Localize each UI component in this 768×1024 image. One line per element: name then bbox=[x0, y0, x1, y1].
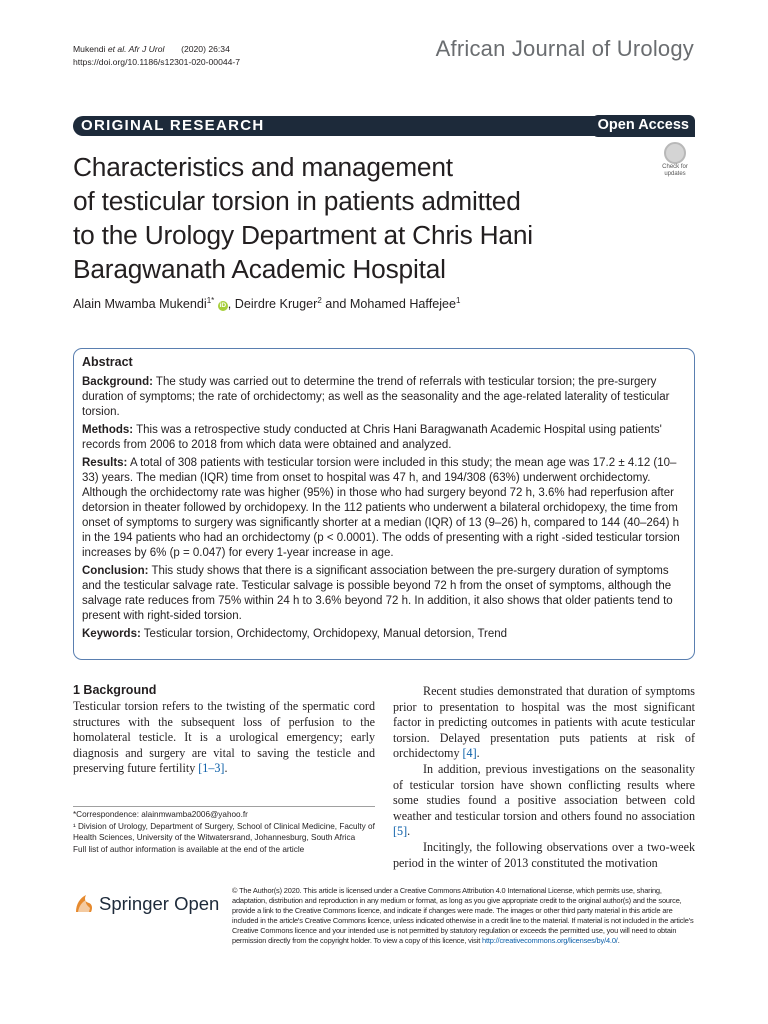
citation-journal: et al. Afr J Urol bbox=[107, 44, 165, 54]
body-text: Testicular torsion refers to the twisting of the spermatic cord structures with the subsequent loss of perfusion to the homolateral testicle. It is a urological emergency; early diagnosis and surgery are vital to saving the testicle and preserving future fertility bbox=[73, 699, 375, 776]
article-title bbox=[73, 150, 633, 286]
citation-year: (2020) 26:34 bbox=[181, 44, 230, 54]
abstract-text: A total of 308 patients with testicular torsion were included in this study; the mean age was 17.2 ± 4.12 (10–33) years. The median (IQR) time from onset to hospital was 47 h, and 194/308 (63%) underwent orchidectomy. Although the orchidectomy rate was higher (95%) in those who had surgery beyond 72 h, 3.6% had reperfusion after detorsion in theater followed by orchidopexy. In the 112 patients who underwent a bilateral orchidopexy, the time from onset of symptoms to surgery was significantly shorter at a median (IQR) of 13 (9–26) h, compared to 144 (40–264) h in the 194 patients who had an orchidectomy (p < 0.0001). The odds of presenting with a right -sided testicular torsion increases by 6% (p = 0.047) for every 1-year increase in age. bbox=[82, 457, 680, 559]
affiliation-note: ¹ Division of Urology, Department of Surgery, School of Clinical Medicine, Faculty of Health Sciences, University of the Witwatersrand, Johannesburg, South Africa bbox=[73, 821, 375, 842]
abstract-label: Methods: bbox=[82, 424, 134, 436]
springer-horse-icon bbox=[72, 890, 96, 916]
citation-link[interactable]: [4] bbox=[462, 746, 477, 761]
orcid-icon[interactable]: iD bbox=[219, 302, 227, 310]
abstract-text: The study was carried out to determine the trend of referrals with testicular torsion; the pre-surgery duration of symptoms; the rate of orchidectomy; as well as the seasonality and the age-related laterality of testicular torsion. bbox=[82, 376, 670, 418]
abstract-label: Results: bbox=[82, 457, 128, 469]
citation-header bbox=[73, 43, 240, 69]
abstract-text: This study shows that there is a significant association between the pre-surgery duration of symptoms and the testicular salvage rate. Testicular salvage is possible beyond 72 h from the onset of symptoms, although the salvage rate reduces from 75% within 24 h to 3.6% beyond 72 h. In addition, it also shows that older patients tend to present with right-sided torsion. bbox=[82, 565, 673, 622]
citation-authors: Mukendi bbox=[73, 44, 106, 54]
license-text bbox=[232, 886, 697, 946]
body-text: . bbox=[224, 761, 228, 776]
citation-link[interactable]: [5] bbox=[393, 824, 408, 839]
section-heading: 1 Background bbox=[73, 683, 157, 697]
abstract-keywords bbox=[82, 627, 686, 642]
check-updates-icon bbox=[664, 142, 686, 164]
publisher-name bbox=[99, 893, 219, 915]
abstract-label: Keywords: bbox=[82, 628, 141, 640]
abstract-results bbox=[82, 456, 686, 561]
author-name: , Deirdre Kruger bbox=[227, 297, 318, 312]
body-text: . bbox=[476, 746, 480, 761]
body-paragraph: Incitingly, the following observations over a two-week period in the winter of 2013 constituted the motivation bbox=[393, 839, 695, 870]
title-line: Baragwanath Academic Hospital bbox=[73, 254, 446, 284]
journal-name: African Journal of Urology bbox=[435, 36, 694, 61]
title-line: to the Urology Department at Chris Hani bbox=[73, 220, 533, 250]
body-paragraph bbox=[393, 762, 695, 840]
footnotes bbox=[73, 809, 375, 855]
license-body: © The Author(s) 2020. This article is licensed under a Creative Commons Attribution 4.0 International License, which permits use, sharing, adaptation, distribution and reproduction in any medium or format, as long as you give appropriate credit to the original author(s) and the source, provide a link to the Creative Commons licence, and indicate if changes were made. The images or other third party material in this article are included in the article's Creative Commons licence, unless indicated otherwise in a credit line to the material. If material is not included in the article's Creative Commons licence and your intended use is not permitted by statutory regulation or exceeds the permitted use, you will need to obtain permission directly from the copyright holder. To view a copy of this licence, visit bbox=[232, 886, 694, 945]
abstract-background bbox=[82, 375, 686, 420]
abstract-text: This was a retrospective study conducted at Chris Hani Baragwanath Academic Hospital using patients' records from 2006 to 2018 from which data were obtained and analyzed. bbox=[82, 424, 662, 451]
author-affil: 1* bbox=[206, 296, 215, 305]
abstract-label: Background: bbox=[82, 376, 153, 388]
author-affil: 2 bbox=[317, 296, 322, 305]
body-text: In addition, previous investigations on the seasonality of testicular torsion have shown conflicting results where some studies found a positive association between cold weather and testicular torsion and others found no association bbox=[393, 761, 695, 823]
check-for-updates-badge[interactable] bbox=[655, 142, 695, 180]
body-paragraph bbox=[393, 684, 695, 762]
footnote-divider bbox=[73, 806, 375, 807]
author-name: Alain Mwamba Mukendi bbox=[73, 297, 207, 312]
check-updates-line: Check for bbox=[662, 164, 688, 170]
article-type-bar bbox=[73, 115, 695, 137]
open-access-badge: Open Access bbox=[592, 115, 695, 137]
author-list bbox=[73, 296, 460, 311]
check-updates-line: updates bbox=[664, 171, 686, 177]
abstract-heading: Abstract bbox=[82, 355, 133, 369]
abstract-methods bbox=[82, 423, 686, 453]
left-column-body bbox=[73, 699, 375, 777]
right-column-body bbox=[393, 684, 695, 871]
abstract-text: Testicular torsion, Orchidectomy, Orchidopexy, Manual detorsion, Trend bbox=[143, 628, 508, 640]
body-paragraph bbox=[73, 699, 375, 777]
abstract-conclusion bbox=[82, 564, 686, 624]
publisher-open: Open bbox=[174, 893, 220, 914]
correspondence-note: *Correspondence: alainmwamba2006@yahoo.fr bbox=[73, 810, 248, 819]
abstract-box bbox=[73, 348, 695, 660]
article-type: ORIGINAL RESEARCH bbox=[81, 117, 265, 134]
springer-open-logo bbox=[72, 890, 222, 920]
license-link[interactable]: http://creativecommons.org/licenses/by/4.0/ bbox=[482, 936, 618, 945]
body-text: Recent studies demonstrated that duration of symptoms prior to presentation to hospital was the most significant factor in predicting outcomes in patients with acute testicular torsion. Delayed presentation puts patients at risk of orchidectomy bbox=[393, 684, 695, 761]
publisher-springer: Springer bbox=[99, 893, 169, 914]
author-info-note: Full list of author information is available at the end of the article bbox=[73, 844, 305, 854]
citation-link[interactable]: [1–3] bbox=[198, 761, 225, 776]
title-line: of testicular torsion in patients admitted bbox=[73, 186, 521, 216]
license-end: . bbox=[617, 936, 620, 945]
abstract-label: Conclusion: bbox=[82, 565, 149, 577]
author-affil: 1 bbox=[456, 296, 461, 305]
body-text: . bbox=[407, 824, 411, 839]
author-name: and Mohamed Haffejee bbox=[321, 297, 457, 312]
doi-link[interactable]: https://doi.org/10.1186/s12301-020-00044-7 bbox=[73, 57, 241, 67]
license-paragraph bbox=[232, 886, 697, 946]
title-line: Characteristics and management bbox=[73, 152, 453, 182]
